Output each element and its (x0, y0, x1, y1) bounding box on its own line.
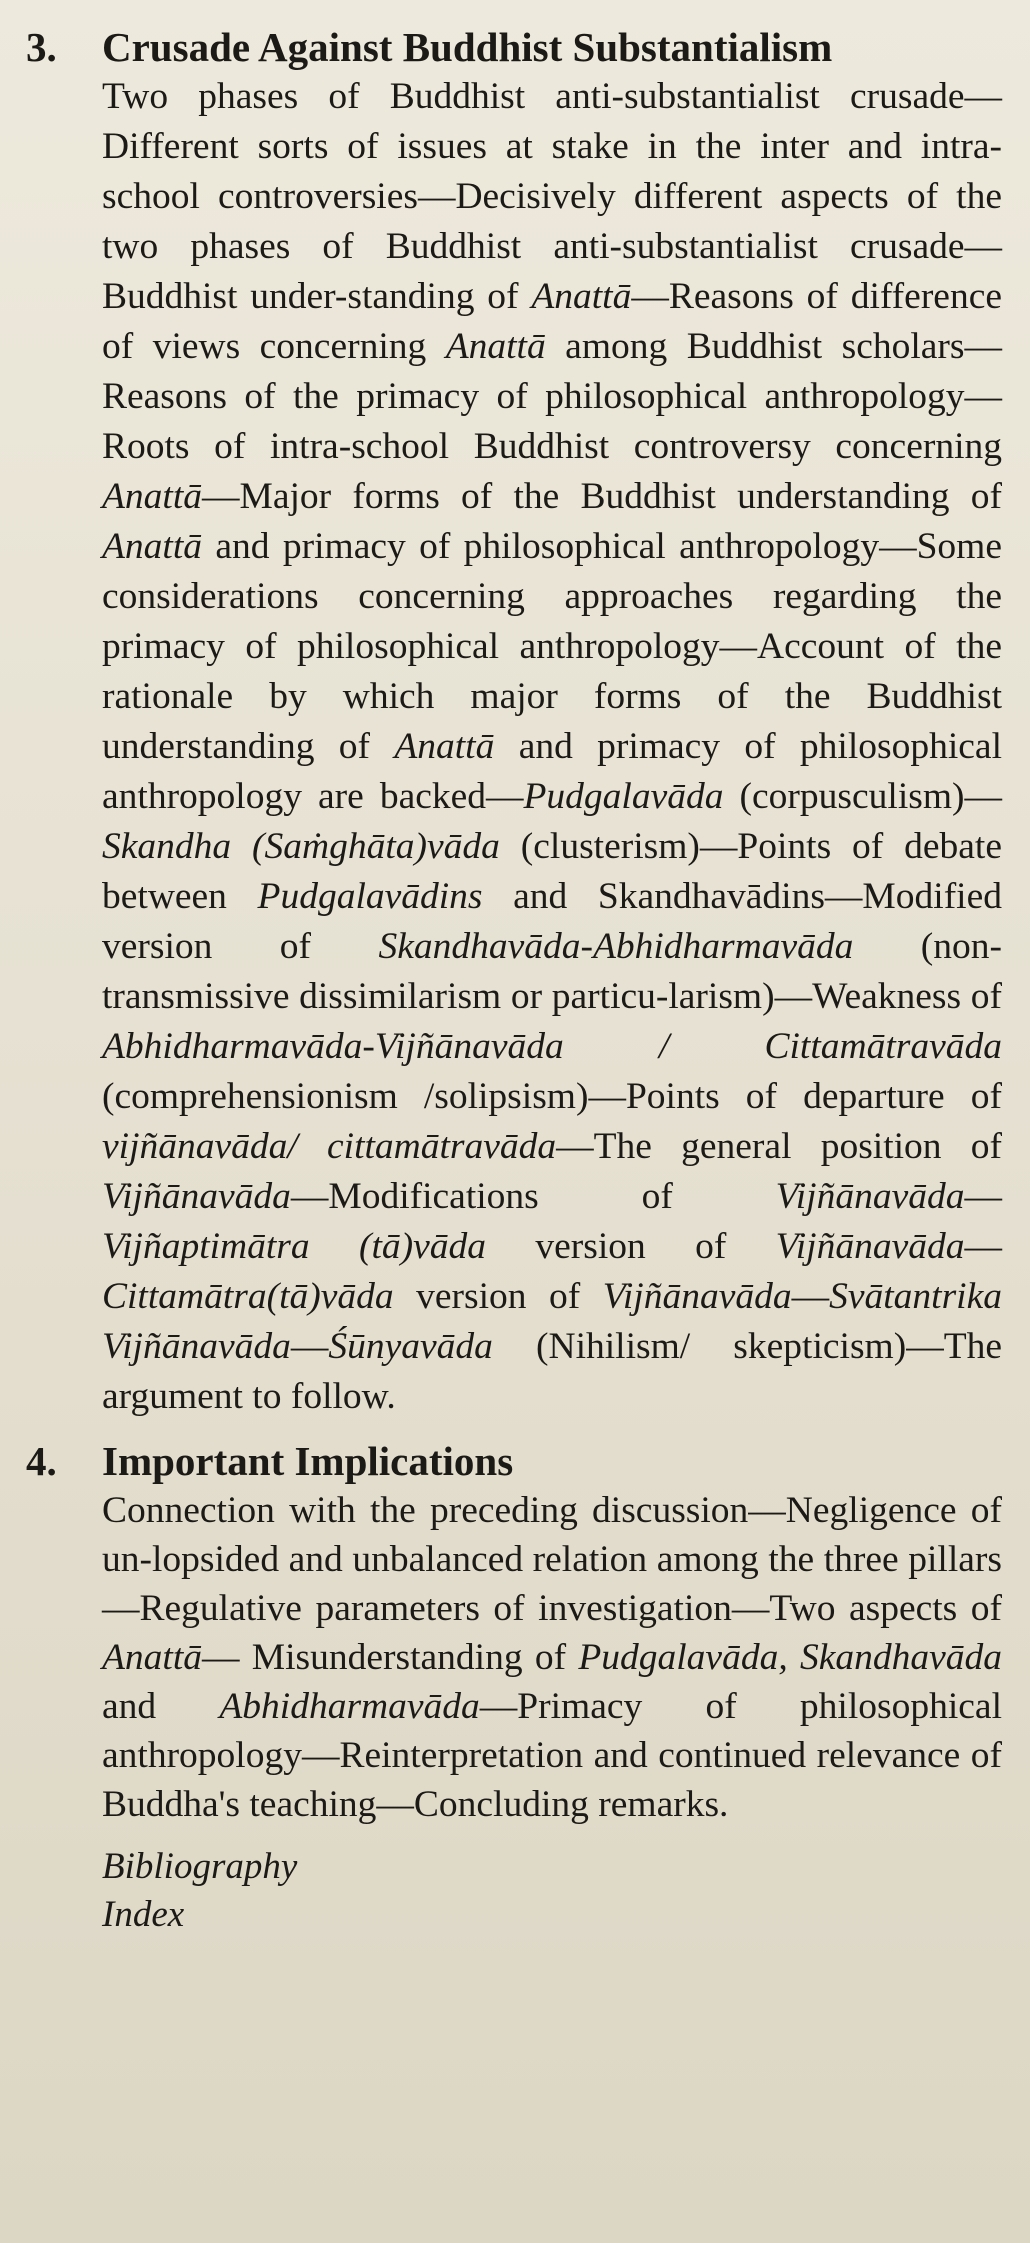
italic-term: Vijñānavāda (775, 1176, 965, 1217)
index-entry: Index (102, 1894, 185, 1935)
section-3 (26, 22, 1002, 1422)
section-summary (102, 72, 1002, 1422)
italic-term: Anattā (531, 276, 632, 317)
text-run: (non-transmissive dissimilarism or particu-larism)—Weakness of (102, 926, 1002, 1017)
section-number: 3. (26, 24, 57, 70)
italic-term: Cittamātra(tā)vāda (102, 1276, 394, 1317)
section-summary (102, 1486, 1002, 1829)
text-run: — (791, 1276, 830, 1317)
italic-term: Svātantrika Vijñānavāda (102, 1276, 1002, 1367)
text-run: Connection with the preceding discussion—Negligence of un-lopsided and unbalanced relation among the three pillars—Regulative parameters of investigation—Two aspects of (102, 1490, 1002, 1629)
italic-term: Vijñānavāda (775, 1226, 965, 1267)
italic-term: Pudgalavāda, Skandhavāda (578, 1637, 1002, 1678)
text-run: and primacy of philosophical anthropology—Some considerations concerning approaches regarding the primacy of philosophical anthropology—Account of the rationale by which major forms of the Buddhist understanding of (102, 526, 1002, 767)
text-run: (comprehensionism /solipsism)—Points of departure of (102, 1076, 1002, 1117)
text-run: — (964, 1176, 1002, 1217)
italic-term: Anattā (394, 726, 495, 767)
text-run: Two phases of Buddhist anti-substantialist crusade—Different sorts of issues at stake in the inter and intra-school controversies—Decisively different aspects of the two phases of Buddhist anti-substantialist crusade—Buddhist under-standing of (102, 76, 1002, 317)
text-run: — Misunderstanding of (202, 1637, 579, 1678)
text-run: and Skandhavādins—Modified version of (102, 876, 1002, 967)
italic-term: Skandha (Saṁghāta)vāda (102, 826, 500, 867)
italic-term: Pudgalavāda (523, 776, 724, 817)
italic-term: Vijñaptimātra (tā)vāda (102, 1226, 487, 1267)
text-run: and primacy of philosophical anthropology are backed— (102, 726, 1002, 817)
text-run: version of (393, 1276, 603, 1317)
text-run: —Primacy of philosophical anthropology—Reinterpretation and continued relevance of Buddha's teaching—Concluding remarks. (102, 1686, 1002, 1825)
italic-term: Abhidharmavāda-Vijñānavāda / Cittamātravāda (102, 1026, 1002, 1067)
section-title: Crusade Against Buddhist Substantialism (102, 24, 833, 70)
section-number: 4. (26, 1438, 57, 1484)
italic-term: Abhidharmavāda (219, 1686, 480, 1727)
text-run: — (290, 1326, 329, 1367)
italic-term: Anattā (102, 476, 202, 517)
text-run: and (102, 1686, 220, 1727)
italic-term: Vijñānavāda (102, 1176, 291, 1217)
italic-term: Śūnyavāda (328, 1326, 493, 1367)
text-run: (corpusculism)— (723, 776, 1002, 817)
italic-term: Anattā (445, 326, 546, 367)
section-4 (26, 1436, 1002, 1829)
backmatter-list (26, 1843, 990, 1939)
section-title: Important Implications (102, 1438, 514, 1484)
text-run: (Nihilism/ skepticism)—The argument to follow. (102, 1326, 1002, 1417)
text-run: version of (486, 1226, 776, 1267)
italic-term: Skandhavāda-Abhidharmavāda (378, 926, 854, 967)
italic-term: vijñānavāda/ cittamātravāda (102, 1126, 557, 1167)
text-run: —The general position of (556, 1126, 1002, 1167)
text-run: —Reasons of difference of views concerning (102, 276, 1002, 367)
text-run: —Major forms of the Buddhist understanding of (202, 476, 1002, 517)
bibliography-entry: Bibliography (102, 1846, 298, 1887)
italic-term: Anattā (102, 526, 202, 567)
text-run: (clusterism)—Points of debate between (102, 826, 1002, 917)
text-run: —Modifications of (290, 1176, 776, 1217)
text-run: — (964, 1226, 1002, 1267)
text-run: among Buddhist scholars—Reasons of the primacy of philosophical anthropology—Roots of intra-school Buddhist controversy concerning (102, 326, 1002, 467)
italic-term: Anattā (102, 1637, 202, 1678)
italic-term: Pudgalavādins (257, 876, 483, 917)
italic-term: Vijñānavāda (602, 1276, 792, 1317)
